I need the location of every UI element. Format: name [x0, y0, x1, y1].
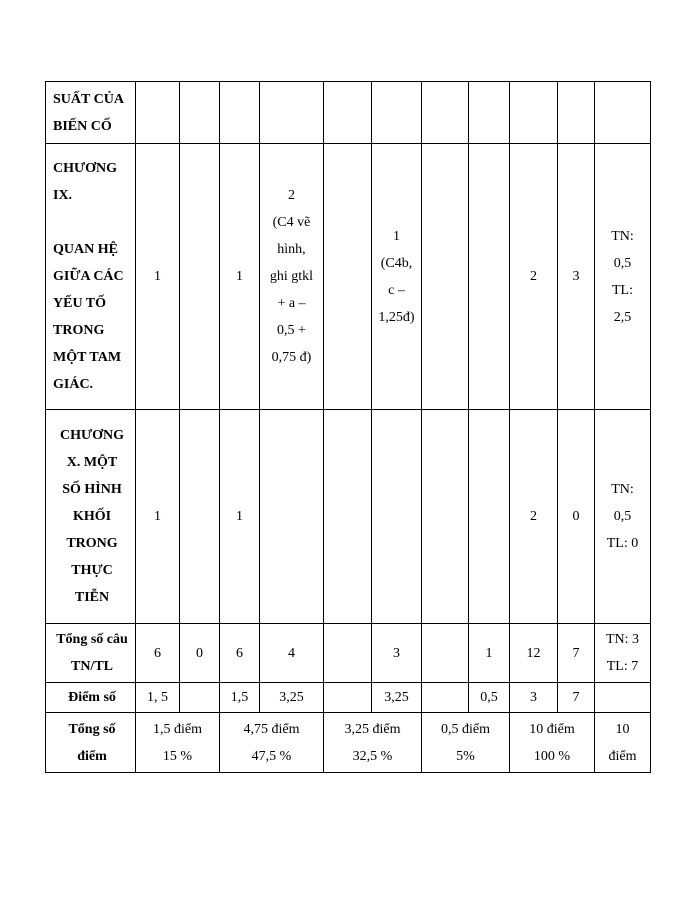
- matrix-cell: [422, 144, 469, 410]
- matrix-cell: 1: [220, 144, 260, 410]
- matrix-cell: 4: [260, 624, 324, 683]
- matrix-cell: 1: [469, 624, 510, 683]
- matrix-cell: 0: [558, 410, 595, 624]
- assessment-matrix-table: [45, 81, 651, 773]
- matrix-cell: 6: [220, 624, 260, 683]
- matrix-cell: [180, 144, 220, 410]
- table-row: [46, 410, 651, 624]
- matrix-cell: 1: [136, 410, 180, 624]
- matrix-cell: [324, 410, 372, 624]
- totals-row: [46, 624, 651, 683]
- matrix-cell: 3: [372, 624, 422, 683]
- matrix-cell: [372, 82, 422, 144]
- matrix-cell: 2: [510, 144, 558, 410]
- matrix-cell: [595, 82, 651, 144]
- matrix-cell: [136, 82, 180, 144]
- score-row: [46, 683, 651, 713]
- matrix-cell: [324, 144, 372, 410]
- matrix-cell: 1: [136, 144, 180, 410]
- matrix-cell: 2: [510, 410, 558, 624]
- row-label: Điểm số: [46, 683, 136, 713]
- merged-cell: 0,5 điểm 5%: [422, 713, 510, 773]
- matrix-cell: TN: 3 TL: 7: [595, 624, 651, 683]
- table-row: [46, 82, 651, 144]
- matrix-cell: 3: [510, 683, 558, 713]
- matrix-cell: [260, 82, 324, 144]
- merged-cell: 3,25 điểm 32,5 %: [324, 713, 422, 773]
- matrix-cell: [469, 144, 510, 410]
- matrix-cell: 1, 5: [136, 683, 180, 713]
- matrix-cell: 1: [220, 410, 260, 624]
- matrix-cell: [422, 410, 469, 624]
- matrix-cell: [595, 683, 651, 713]
- merged-cell: 10 điểm 100 %: [510, 713, 595, 773]
- matrix-cell: [469, 410, 510, 624]
- matrix-cell: [220, 82, 260, 144]
- matrix-cell: [324, 683, 372, 713]
- matrix-cell: 2 (C4 vẽ hình, ghi gtkl + a – 0,5 + 0,75 đ): [260, 144, 324, 410]
- topic-cell: CHƯƠNG X. MỘT SỐ HÌNH KHỐI TRONG THỰC TIỄN: [46, 410, 136, 624]
- merged-cell: 4,75 điểm 47,5 %: [220, 713, 324, 773]
- matrix-cell: 3,25: [372, 683, 422, 713]
- matrix-cell: [372, 410, 422, 624]
- matrix-cell: 0: [180, 624, 220, 683]
- matrix-cell: 6: [136, 624, 180, 683]
- matrix-cell: [324, 82, 372, 144]
- matrix-cell: [260, 410, 324, 624]
- matrix-cell: 7: [558, 624, 595, 683]
- matrix-cell: TN: 0,5 TL: 0: [595, 410, 651, 624]
- matrix-cell: 3,25: [260, 683, 324, 713]
- merged-cell: 10 điểm: [595, 713, 651, 773]
- matrix-cell: [510, 82, 558, 144]
- merged-cell: 1,5 điểm 15 %: [136, 713, 220, 773]
- topic-cell: CHƯƠNG IX. QUAN HỆ GIỮA CÁC YẾU TỐ TRONG MỘT TAM GIÁC.: [46, 144, 136, 410]
- matrix-cell: [558, 82, 595, 144]
- matrix-cell: 1 (C4b, c – 1,25đ): [372, 144, 422, 410]
- row-label: Tổng số câu TN/TL: [46, 624, 136, 683]
- matrix-cell: 0,5: [469, 683, 510, 713]
- matrix-cell: [422, 624, 469, 683]
- row-label: Tổng số điểm: [46, 713, 136, 773]
- matrix-cell: 3: [558, 144, 595, 410]
- matrix-cell: [469, 82, 510, 144]
- matrix-cell: [180, 410, 220, 624]
- topic-cell: SUẤT CỦA BIẾN CỐ: [46, 82, 136, 144]
- matrix-cell: [324, 624, 372, 683]
- matrix-cell: [422, 683, 469, 713]
- matrix-cell: [180, 683, 220, 713]
- matrix-cell: 12: [510, 624, 558, 683]
- total-points-row: [46, 713, 651, 773]
- matrix-cell: 1,5: [220, 683, 260, 713]
- matrix-cell: 7: [558, 683, 595, 713]
- matrix-cell: TN: 0,5 TL: 2,5: [595, 144, 651, 410]
- matrix-cell: [180, 82, 220, 144]
- table-row: [46, 144, 651, 410]
- matrix-cell: [422, 82, 469, 144]
